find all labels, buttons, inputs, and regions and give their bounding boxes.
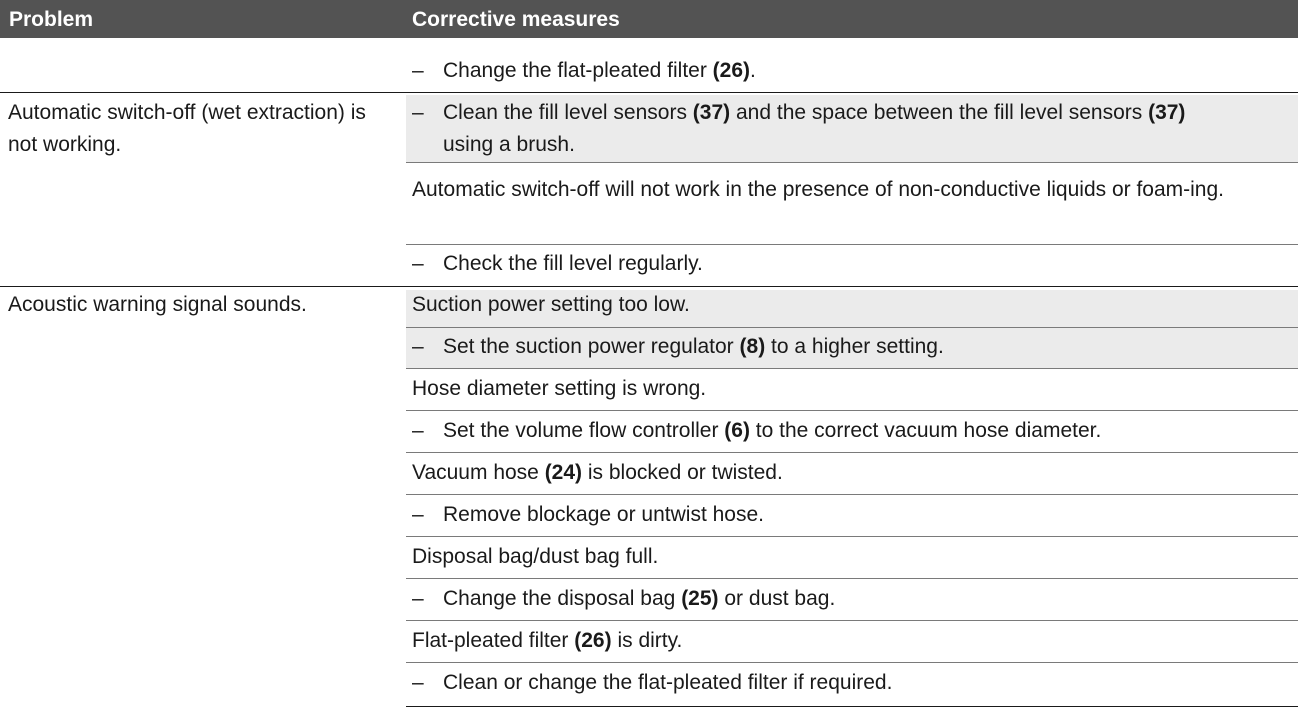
table-row: – Set the volume flow controller (6) to the correct vacuum hose diameter. <box>412 419 1102 442</box>
row-divider <box>406 162 1298 163</box>
table-row: – Remove blockage or untwist hose. <box>412 503 764 526</box>
ref-number: (37) <box>1148 101 1186 124</box>
table-row: – Set the suction power regulator (8) to a higher setting. <box>412 335 944 358</box>
table-row: Disposal bag/dust bag full. <box>412 545 659 568</box>
table-row: – Clean the fill level sensors (37) and the space between the fill level sensors (37) using a brush. <box>412 101 1186 156</box>
row-divider <box>406 452 1298 453</box>
table-row: – Change the flat-pleated filter (26). <box>412 59 756 82</box>
row-divider <box>406 327 1298 328</box>
table-row: – Change the disposal bag (25) or dust bag. <box>412 587 836 610</box>
row-divider <box>406 662 1298 663</box>
table-row: Hose diameter setting is wrong. <box>412 377 707 400</box>
ref-number: (8) <box>739 335 766 358</box>
header-corrective-measures: Corrective measures <box>412 8 620 31</box>
table-row: Flat-pleated filter (26) is dirty. <box>412 629 683 652</box>
problem-automatic-switch-off: Automatic switch-off (wet extraction) is not working. <box>8 101 366 156</box>
table-header <box>0 0 1298 38</box>
row-divider <box>406 536 1298 537</box>
table-row: Automatic switch-off will not work in the presence of non-conductive liquids or foam-ing. <box>412 178 1224 201</box>
table-bottom-rule <box>406 706 1298 707</box>
row-divider <box>406 578 1298 579</box>
ref-number: (26) <box>712 59 751 82</box>
row-divider <box>406 494 1298 495</box>
table-row: – Check the fill level regularly. <box>412 252 703 275</box>
row-divider <box>406 244 1298 245</box>
ref-number: (24) <box>544 461 583 484</box>
table-row: Suction power setting too low. <box>412 293 690 316</box>
row-divider <box>0 286 1298 287</box>
table-row: – Clean or change the flat-pleated filter if required. <box>412 671 893 694</box>
row-divider <box>0 92 1298 93</box>
ref-number: (25) <box>681 587 719 610</box>
ref-number: (26) <box>574 629 612 652</box>
row-divider <box>406 368 1298 369</box>
table-row: Vacuum hose (24) is blocked or twisted. <box>412 461 783 484</box>
row-divider <box>406 410 1298 411</box>
header-problem: Problem <box>9 8 94 31</box>
problem-acoustic-warning: Acoustic warning signal sounds. <box>8 293 307 316</box>
row-divider <box>406 620 1298 621</box>
ref-number: (6) <box>724 419 750 442</box>
ref-number: (37) <box>692 101 731 124</box>
